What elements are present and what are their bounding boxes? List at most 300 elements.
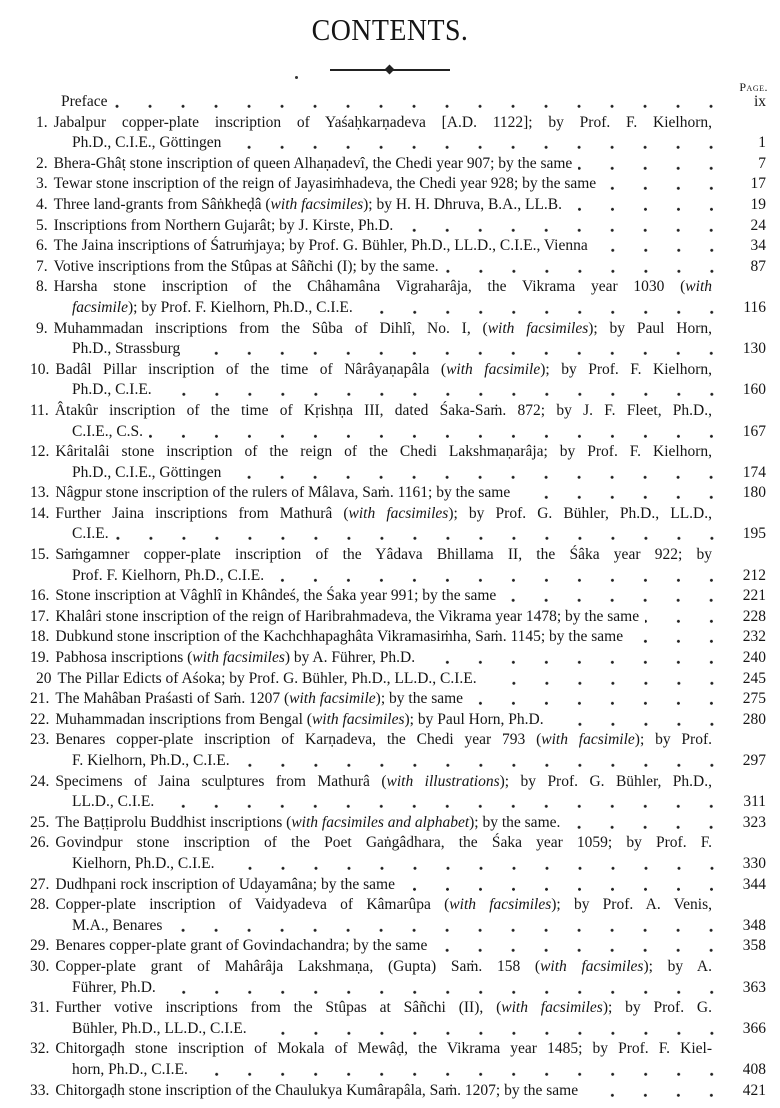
dot-leader — [602, 174, 718, 195]
dot-leader — [227, 133, 718, 154]
dot-leader — [359, 298, 718, 319]
text-segment: F. Kielhorn, Ph.D., C.I.E. — [72, 752, 230, 769]
dot-leader — [227, 463, 718, 484]
entry-title — [72, 463, 221, 484]
entry-title — [30, 627, 623, 648]
page-number: 363 — [742, 978, 766, 996]
page-number: 348 — [742, 916, 766, 934]
entry-title — [30, 813, 560, 834]
entry-number: 5. — [36, 216, 48, 234]
entry-title — [72, 380, 152, 401]
text-segment: Benares copper-plate grant of Govindachandra; by the same — [55, 937, 428, 955]
entry-title — [72, 792, 154, 813]
entry-title — [72, 854, 215, 875]
entry-number: 13. — [30, 484, 50, 502]
toc-entry[interactable] — [0, 895, 780, 936]
entry-line — [0, 524, 766, 545]
entry-line — [0, 854, 766, 875]
dot-leader — [168, 916, 718, 937]
entry-number: 17. — [30, 607, 50, 625]
page-number: 280 — [742, 710, 766, 728]
text-segment: ); by A. — [643, 957, 712, 975]
entry-title — [36, 174, 596, 195]
entry-line — [0, 957, 712, 978]
text-segment: Bühler, Ph.D., LL.D., C.I.E. — [72, 1019, 247, 1037]
entry-title — [36, 278, 712, 295]
toc-entry[interactable] — [0, 875, 780, 896]
entry-title — [30, 607, 639, 628]
entry-title — [72, 422, 143, 443]
page-title: CONTENTS. — [311, 12, 469, 47]
entry-line — [0, 730, 712, 751]
italic-text: with facsimiles — [348, 504, 449, 522]
text-segment: ) by A. Führer, Ph.D. — [284, 649, 416, 667]
text-segment: Chitorgaḍh stone inscription of the Chaulukya Kumârapâla, Saṁ. 1207; by the same — [55, 1081, 579, 1099]
text-segment: Jabalpur copper-plate inscription of Yaśaḥkarṇadeva [A.D. 1122]; by Prof. F. Kielhorn, — [53, 113, 712, 131]
dot-leader — [445, 257, 718, 278]
entry-line — [0, 113, 712, 134]
page-number: 245 — [742, 669, 766, 687]
entry-line — [0, 566, 766, 587]
text-segment: Inscriptions from Northern Gujarât; by J. Kirste, Ph.D. — [53, 216, 394, 234]
entry-number: 21. — [30, 690, 50, 708]
ornamental-rule — [330, 64, 450, 76]
italic-text: with facsimiles — [501, 999, 603, 1017]
entry-line — [0, 627, 766, 648]
dot-leader — [566, 813, 718, 834]
dot-leader — [584, 1081, 718, 1102]
italic-text: with facsimiles — [311, 710, 405, 728]
toc-entry[interactable] — [0, 504, 780, 545]
entry-title — [36, 236, 588, 257]
text-segment: Kâritalâi stone inscription of the reign of the Chedi Lakshmaṇarâja; by Prof. F. Kielhorn, — [55, 443, 712, 461]
entry-title — [36, 154, 572, 175]
entry-number: 2. — [36, 154, 48, 172]
text-segment: Muhammadan inscriptions from Bengal ( — [55, 710, 312, 728]
entry-number: 16. — [30, 587, 50, 605]
page-number: 366 — [742, 1019, 766, 1037]
italic-text: with facsimile — [541, 731, 635, 749]
italic-text: with facsimile — [446, 360, 541, 378]
entry-title — [30, 361, 712, 378]
entry-line — [0, 978, 766, 999]
text-segment: Âtakûr inscription of the time of Kṛishṇa III, dated Śaka-Saṁ. 872; by J. F. Fleet, Ph.D., — [54, 401, 712, 419]
text-segment: Copper-plate grant of Mahârâja Lakshmaṇa, (Gupta) Saṁ. 158 ( — [55, 957, 541, 975]
page-number: ix — [753, 93, 766, 110]
dot-leader — [149, 422, 718, 443]
toc-entry[interactable] — [0, 236, 780, 257]
entry-line — [0, 648, 766, 669]
entry-line — [0, 319, 712, 340]
entry-line — [0, 236, 766, 257]
toc-entry[interactable] — [0, 195, 780, 216]
entry-title — [72, 524, 109, 545]
entry-line — [0, 1060, 766, 1081]
entry-title — [30, 999, 712, 1016]
entry-line — [0, 545, 712, 566]
entry-number: 32. — [30, 1040, 50, 1058]
page-number: 167 — [742, 422, 766, 440]
entry-number: 27. — [30, 875, 50, 893]
entry-line — [0, 133, 766, 154]
page-number: 358 — [742, 937, 766, 955]
text-segment: The Pillar Edicts of Aśoka; by Prof. G. Bühler, Ph.D., LL.D., C.I.E. — [57, 669, 477, 687]
page-number: 330 — [742, 854, 766, 872]
entry-line — [0, 195, 766, 216]
entry-number: 8. — [36, 278, 48, 296]
entry-number: 19. — [30, 649, 50, 667]
italic-text: with facsimiles — [540, 957, 644, 975]
entry-line — [0, 463, 766, 484]
dot-leader — [236, 751, 718, 772]
entry-title — [36, 320, 712, 337]
text-segment: ); by Prof. — [634, 731, 712, 749]
italic-text: with facsimiles — [449, 896, 552, 914]
toc-entry[interactable] — [0, 442, 780, 483]
italic-text: with facsimiles — [192, 649, 285, 667]
entry-number: 26. — [30, 834, 50, 852]
entry-number: 7. — [36, 257, 48, 275]
entry-number: 29. — [30, 937, 50, 955]
page-number: 87 — [750, 257, 766, 275]
entry-number: 11. — [30, 401, 49, 419]
page-number: 180 — [742, 484, 766, 502]
entry-title — [30, 896, 712, 913]
entry-number: 3. — [36, 175, 48, 193]
text-segment: ); by Prof. G. Bühler, Ph.D., LL.D., — [448, 504, 712, 522]
entry-number: 33. — [30, 1081, 50, 1099]
entry-line — [0, 257, 766, 278]
italic-text: with — [685, 278, 712, 296]
toc-entry[interactable] — [0, 648, 780, 669]
entry-title — [30, 958, 712, 975]
toc-entry[interactable] — [0, 483, 780, 504]
dot-leader — [469, 689, 718, 710]
text-segment: ); by Prof. G. — [602, 999, 712, 1017]
entry-line — [0, 833, 712, 854]
text-segment: Further votive inscriptions from the Stûpas at Sâñchi (II), ( — [55, 999, 502, 1017]
entry-title — [30, 1081, 578, 1102]
entry-title — [30, 773, 712, 790]
entry-line — [0, 154, 766, 175]
entry-line — [0, 422, 766, 443]
entry-title — [30, 483, 510, 504]
entry-title — [30, 689, 463, 710]
text-segment: C.I.E., C.S. — [72, 422, 144, 440]
italic-text: with facsimiles — [270, 195, 364, 213]
entry-title — [30, 875, 395, 896]
toc-entry[interactable] — [0, 669, 780, 690]
text-segment: ); by Paul Horn, — [588, 319, 712, 337]
text-segment: Ph.D., C.I.E. — [72, 381, 152, 399]
toc-entry[interactable] — [0, 627, 780, 648]
page-number: 195 — [742, 525, 766, 543]
page-number: 160 — [742, 381, 766, 399]
entry-title — [30, 505, 712, 522]
text-segment: Specimens of Jaina sculptures from Mathurâ ( — [55, 772, 387, 790]
toc-entry[interactable] — [0, 1039, 780, 1080]
text-segment: ); by the same. — [469, 813, 561, 831]
italic-text: with facsimiles — [487, 319, 589, 337]
text-segment: ); by Prof. G. Bühler, Ph.D., — [499, 772, 712, 790]
text-segment: Kielhorn, Ph.D., C.I.E. — [72, 854, 215, 872]
dot-leader — [186, 339, 718, 360]
text-segment: Prof. F. Kielhorn, Ph.D., C.I.E. — [72, 566, 265, 584]
text-segment: Saṁgamner copper-plate inscription of the Yâdava Bhillama II, the Śâka year 922; by — [55, 546, 712, 564]
italic-text: with illustrations — [386, 772, 500, 790]
dot-leader — [401, 875, 718, 896]
page-column-header: Page. — [739, 80, 768, 94]
entry-title — [30, 586, 496, 607]
page-number: 212 — [742, 566, 766, 584]
text-segment: The Baṭṭiprolu Buddhist inscriptions ( — [55, 813, 292, 831]
entry-number: 24. — [30, 772, 50, 790]
italic-text: facsimile — [72, 298, 128, 316]
dot-leader — [115, 524, 718, 545]
toc-entry[interactable] — [0, 174, 780, 195]
text-segment: The Mahâban Praśasti of Saṁ. 1207 ( — [55, 690, 290, 708]
entry-title — [36, 216, 393, 237]
text-segment: Harsha stone inscription of the Châhamâna Vigraharâja, the Vikrama year 1030 ( — [53, 278, 686, 296]
entry-line — [0, 607, 766, 628]
toc-entry[interactable] — [0, 710, 780, 731]
entry-number: 14. — [30, 504, 50, 522]
entry-number: 15. — [30, 546, 50, 564]
entry-number: 4. — [36, 195, 48, 213]
dot-leader — [550, 710, 718, 731]
toc-entry[interactable] — [0, 772, 780, 813]
toc-entry[interactable] — [0, 113, 780, 154]
diamond-ornament — [385, 65, 395, 75]
entry-title — [36, 257, 439, 278]
text-segment: Further Jaina inscriptions from Mathurâ ( — [55, 504, 349, 522]
text-segment: horn, Ph.D., C.I.E. — [72, 1060, 188, 1078]
text-segment: C.I.E. — [72, 525, 109, 543]
text-segment: M.A., Benares — [72, 916, 163, 934]
entry-line — [0, 792, 766, 813]
toc-entry[interactable] — [0, 998, 780, 1039]
text-segment: ); by Prof. F. Kielhorn, — [540, 360, 712, 378]
dot-leader — [645, 607, 718, 628]
page-number: 311 — [743, 793, 766, 811]
entry-line — [0, 875, 766, 896]
entry-number: 30. — [30, 957, 50, 975]
entry-line — [0, 360, 712, 381]
page-number: 421 — [742, 1081, 766, 1099]
entry-number: 25. — [30, 813, 50, 831]
dot-leader — [221, 854, 718, 875]
entry-line — [0, 895, 712, 916]
dot-leader — [433, 936, 718, 957]
page-number: 130 — [742, 340, 766, 358]
entry-number: 28. — [30, 896, 50, 914]
dot-leader — [568, 195, 718, 216]
entry-title — [72, 339, 180, 360]
entry-title — [36, 195, 562, 216]
entry-number: 20 — [36, 669, 52, 687]
entry-number: 12. — [30, 443, 50, 461]
entry-line — [0, 751, 766, 772]
page-number: 19 — [750, 195, 766, 213]
entry-title — [72, 978, 156, 999]
text-segment: Govindpur stone inscription of the Poet Gaṅgâdhara, the Śaka year 1059; by Prof. F. — [55, 834, 712, 852]
toc-entry[interactable] — [0, 360, 780, 401]
table-of-contents — [0, 92, 780, 1101]
entry-number: 10. — [30, 360, 50, 378]
entry-title — [72, 566, 264, 587]
entry-line — [0, 936, 766, 957]
text-segment: ); by Prof. A. Venis, — [551, 896, 712, 914]
entry-line — [0, 710, 766, 731]
text-segment: ); by Paul Horn, Ph.D. — [404, 710, 544, 728]
entry-line — [0, 380, 766, 401]
entry-line — [0, 174, 766, 195]
dot-leader — [594, 236, 718, 257]
entry-number: 31. — [30, 999, 50, 1017]
page-number: 7 — [758, 154, 766, 172]
entry-line — [0, 442, 712, 463]
entry-line — [0, 1081, 766, 1102]
text-segment: Muhammadan inscriptions from the Sûba of Dihlî, No. I, ( — [53, 319, 488, 337]
entry-line — [0, 813, 766, 834]
entry-line — [0, 1019, 766, 1040]
toc-entry[interactable] — [0, 401, 780, 442]
toc-entry[interactable] — [0, 277, 780, 318]
page-number: 228 — [742, 607, 766, 625]
entry-line — [0, 772, 712, 793]
text-segment: Pabhosa inscriptions ( — [55, 649, 193, 667]
toc-entry[interactable] — [0, 257, 780, 278]
text-segment: Dubkund stone inscription of the Kachchhapaghâta Vikramasiṁha, Saṁ. 1145; by the same — [55, 628, 624, 646]
italic-text: with facsimile — [289, 690, 376, 708]
entry-line — [0, 1039, 712, 1060]
entry-title — [30, 648, 415, 669]
entry-line — [0, 277, 712, 298]
text-segment: Three land-grants from Sâṅkheḍâ ( — [53, 195, 271, 213]
dot-leader — [160, 792, 718, 813]
text-segment: Benares copper-plate inscription of Karṇadeva, the Chedi year 793 ( — [55, 731, 542, 749]
text-segment: Bhera-Ghâṭ stone inscription of queen Alhaṇadevî, the Chedi year 907; by the same — [53, 154, 573, 172]
text-segment: Ph.D., C.I.E., Göttingen — [72, 463, 222, 481]
italic-text: with facsimiles and alphabet — [291, 813, 470, 831]
page-number: 275 — [742, 690, 766, 708]
page-number: 240 — [742, 649, 766, 667]
dot-leader — [158, 380, 718, 401]
dot-leader — [483, 669, 718, 690]
page-number: 1 — [758, 134, 766, 152]
dot-leader — [502, 586, 718, 607]
page-number: 344 — [742, 875, 766, 893]
dot-leader — [578, 154, 718, 175]
text-segment: Führer, Ph.D. — [72, 978, 156, 996]
text-segment: Votive inscriptions from the Stûpas at Sâñchi (I); by the same. — [53, 257, 439, 275]
entry-title — [72, 298, 353, 319]
entry-title — [36, 669, 477, 690]
entry-title — [72, 751, 230, 772]
entry-title — [30, 834, 712, 851]
text-segment: Ph.D., Strassburg — [72, 340, 181, 358]
dot-leader — [516, 483, 718, 504]
dot-leader — [399, 216, 718, 237]
page-number: 17 — [750, 175, 766, 193]
entry-title — [30, 936, 427, 957]
page-number: 174 — [742, 463, 766, 481]
page-number: 34 — [750, 237, 766, 255]
page-number: 232 — [742, 628, 766, 646]
text-segment: Stone inscription at Vâghlî in Khândeś, the Śaka year 991; by the same — [55, 587, 497, 605]
entry-title — [30, 710, 544, 731]
toc-entry[interactable] — [0, 689, 780, 710]
toc-entry[interactable] — [0, 957, 780, 998]
page-number: 408 — [742, 1060, 766, 1078]
toc-entry[interactable] — [0, 545, 780, 586]
page-number: 323 — [742, 813, 766, 831]
page-number: 297 — [742, 752, 766, 769]
entry-title — [30, 402, 712, 419]
entry-line — [0, 669, 766, 690]
toc-entry[interactable] — [0, 607, 780, 628]
entry-line — [0, 401, 712, 422]
page-number: 221 — [742, 587, 766, 605]
entry-line — [0, 216, 766, 237]
entry-title — [30, 546, 712, 563]
toc-entry[interactable] — [0, 936, 780, 957]
dot-leader — [194, 1060, 718, 1081]
entry-number: 6. — [36, 237, 48, 255]
entry-title — [30, 443, 712, 460]
toc-entry-preface[interactable] — [0, 92, 766, 113]
toc-entry[interactable] — [0, 833, 780, 874]
entry-line — [0, 504, 712, 525]
text-segment: Badâl Pillar inscription of the time of Nârâyaṇapâla ( — [55, 360, 447, 378]
entry-title — [72, 1060, 188, 1081]
entry-line — [0, 689, 766, 710]
toc-entry[interactable] — [0, 154, 780, 175]
entry-title — [36, 114, 712, 131]
text-segment: Dudhpani rock inscription of Udayamâna; by the same — [55, 875, 395, 893]
toc-entry[interactable] — [0, 813, 780, 834]
entry-line — [0, 916, 766, 937]
entry-number: 22. — [30, 710, 50, 728]
stray-dot — [295, 76, 298, 79]
entry-title — [72, 1019, 247, 1040]
entry-number: 1. — [36, 113, 48, 131]
toc-entry[interactable] — [0, 319, 780, 360]
text-segment: Nâgpur stone inscription of the rulers of Mâlava, Saṁ. 1161; by the same — [55, 484, 511, 502]
toc-entry[interactable] — [0, 216, 780, 237]
text-segment: Ph.D., C.I.E., Göttingen — [72, 134, 222, 152]
toc-entry[interactable] — [0, 586, 780, 607]
entry-title: Preface — [61, 93, 108, 110]
text-segment: ); by H. H. Dhruva, B.A., LL.B. — [363, 195, 563, 213]
text-segment: Copper-plate inscription of Vaidyadeva of Kâmarûpa ( — [55, 896, 450, 914]
text-segment: ); by the same — [375, 690, 464, 708]
toc-entry[interactable] — [0, 1081, 780, 1102]
entry-number: 23. — [30, 731, 50, 749]
entry-title — [30, 731, 712, 748]
entry-title — [30, 1040, 712, 1057]
page-number: 24 — [750, 216, 766, 234]
entry-line — [0, 483, 766, 504]
dot-leader — [270, 566, 718, 587]
entry-number: 18. — [30, 628, 50, 646]
entry-line — [0, 339, 766, 360]
text-segment: LL.D., C.I.E. — [72, 793, 155, 811]
dot-leader — [253, 1019, 718, 1040]
dot-leader — [629, 627, 718, 648]
toc-entry[interactable] — [0, 730, 780, 771]
entry-line — [0, 298, 766, 319]
